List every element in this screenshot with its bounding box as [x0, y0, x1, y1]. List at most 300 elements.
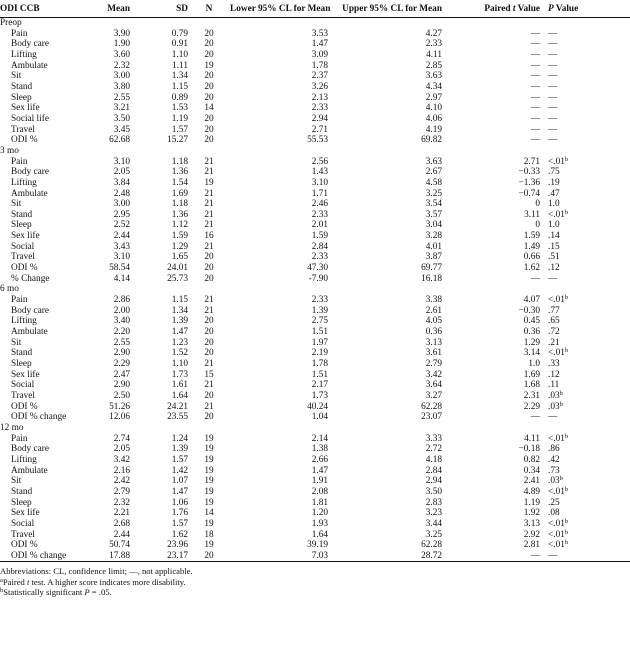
cell-lower-cl: 2.37	[311, 71, 328, 82]
cell-p-value	[540, 380, 630, 391]
row-label: Sex life	[11, 103, 40, 114]
cell-paired-t: 1.29	[523, 337, 540, 348]
cell-sd: 1.18	[171, 199, 188, 210]
cell-lower-cl: 2.66	[311, 454, 328, 465]
cell-n: 20	[204, 337, 214, 348]
results-table-container	[0, 4, 630, 598]
empty-cell	[188, 423, 230, 434]
empty-cell	[230, 18, 328, 29]
row-label: Pain	[11, 28, 28, 39]
footnote-a-italic: t	[27, 576, 30, 587]
significance-marker: b	[564, 294, 569, 302]
cell-n: 20	[204, 348, 214, 359]
cell-p-value	[540, 189, 630, 200]
cell-lower-cl: 39.19	[307, 540, 328, 551]
cell-n: 16	[204, 231, 214, 242]
row-label: Social	[11, 518, 35, 529]
header-paired-t	[442, 4, 540, 18]
table-row	[0, 220, 630, 231]
row-label: Body care	[11, 305, 49, 316]
table-row	[0, 71, 630, 82]
empty-cell	[130, 18, 188, 29]
p-value-text: .21	[548, 337, 560, 348]
cell-upper-cl: 2.67	[425, 167, 442, 178]
p-value-text: .03	[548, 390, 560, 401]
significance-marker: b	[564, 517, 569, 525]
row-label: Ambulate	[11, 188, 48, 199]
cell-n: 20	[204, 28, 214, 39]
cell-n: 19	[204, 444, 214, 455]
cell-upper-cl: 2.61	[425, 305, 442, 316]
cell-paired-t: 1.69	[523, 369, 540, 380]
row-label: Stand	[11, 348, 33, 359]
cell-p-value	[540, 103, 630, 114]
row-label: Body care	[11, 167, 49, 178]
cell-paired-t: 0.45	[523, 316, 540, 327]
cell-mean: 17.88	[80, 551, 130, 562]
cell-mean: 2.48	[113, 188, 130, 199]
p-value-text: <.01	[548, 209, 565, 220]
cell-paired-t: —	[530, 113, 540, 124]
cell-upper-cl: 4.27	[425, 28, 442, 39]
row-label: Sex life	[11, 369, 40, 380]
cell-sd: 1.36	[171, 167, 188, 178]
footnote-b-mark: b	[0, 587, 4, 595]
cell-mean: 2.50	[113, 390, 130, 401]
cell-p-value	[540, 71, 630, 82]
cell-mean: 3.84	[113, 177, 130, 188]
header-odi-ccb: ODI CCB	[0, 4, 40, 14]
section-title: Preop	[0, 18, 22, 28]
cell-n: 21	[204, 359, 214, 369]
cell-paired-t: 1.62	[523, 263, 540, 274]
header-lower-cl: Lower 95% CL for Mean	[230, 4, 331, 14]
cell-paired-t: 0.82	[523, 454, 540, 465]
table-row	[0, 189, 630, 200]
cell-sd: 24.01	[167, 263, 188, 274]
row-label: Social	[11, 241, 35, 252]
empty-cell	[80, 146, 130, 157]
cell-mean: 2.05	[113, 444, 130, 455]
cell-lower-cl: 2.46	[311, 199, 328, 210]
row-label: Stand	[11, 81, 33, 92]
cell-n: 20	[204, 39, 214, 50]
section-header-row	[0, 146, 630, 157]
cell-p-value	[540, 93, 630, 104]
empty-cell	[230, 146, 328, 157]
empty-cell	[80, 284, 130, 295]
cell-upper-cl: 3.63	[425, 71, 442, 82]
cell-mean: 2.52	[113, 220, 130, 231]
row-label: Pain	[11, 433, 28, 444]
cell-upper-cl: 4.01	[425, 241, 442, 252]
p-value-text: .77	[548, 305, 560, 316]
cell-n: 20	[204, 81, 214, 92]
cell-mean: 2.90	[113, 380, 130, 391]
p-value-text: <.01	[548, 295, 565, 306]
significance-marker: b	[559, 389, 563, 397]
table-row	[0, 274, 630, 285]
cell-sd: 1.61	[171, 380, 188, 391]
cell-mean: 2.95	[113, 209, 130, 220]
cell-n: 20	[204, 390, 214, 401]
cell-sd: 1.34	[171, 71, 188, 82]
cell-mean: 2.79	[113, 486, 130, 497]
cell-sd: 1.07	[171, 476, 188, 487]
cell-paired-t: 3.14	[523, 348, 540, 359]
cell-mean: 3.21	[113, 103, 130, 114]
p-value-text: —	[548, 28, 558, 39]
section-header-row	[0, 423, 630, 434]
cell-n: 20	[204, 124, 214, 135]
cell-paired-t: —	[530, 103, 540, 114]
table-row	[0, 508, 630, 519]
table-row	[0, 210, 630, 221]
cell-upper-cl: 4.06	[425, 113, 442, 124]
row-label: Sex life	[11, 231, 40, 242]
header-upper-cl: Upper 95% CL for Mean	[342, 4, 442, 14]
cell-n: 18	[204, 529, 214, 540]
cell-sd: 1.36	[171, 209, 188, 220]
cell-p-value	[540, 252, 630, 263]
cell-paired-t: −0.18	[518, 444, 540, 455]
cell-mean: 3.45	[113, 124, 130, 135]
row-label: ODI %	[11, 135, 38, 146]
cell-upper-cl: 3.28	[425, 231, 442, 242]
p-value-text: <.01	[548, 486, 565, 497]
cell-paired-t: 2.41	[523, 476, 540, 487]
cell-n: 21	[204, 156, 214, 167]
cell-n: 21	[204, 220, 214, 231]
cell-upper-cl: 62.28	[421, 540, 442, 551]
cell-paired-t: —	[530, 124, 540, 135]
cell-mean: 2.16	[113, 465, 130, 476]
p-value-text: .12	[548, 369, 560, 380]
table-row	[0, 402, 630, 413]
cell-lower-cl: 1.47	[311, 465, 328, 476]
cell-lower-cl: 1.93	[311, 518, 328, 529]
table-row	[0, 103, 630, 114]
row-label: Body care	[11, 444, 49, 455]
footnote-a-pre: Paired	[2, 576, 27, 587]
table-row	[0, 370, 630, 381]
cell-upper-cl: 3.87	[425, 252, 442, 263]
cell-lower-cl: 2.71	[311, 124, 328, 135]
row-label: Stand	[11, 209, 33, 220]
cell-paired-t: 4.11	[524, 433, 540, 444]
p-value-text: —	[548, 81, 558, 92]
cell-n: 21	[204, 401, 214, 412]
table-row	[0, 359, 630, 370]
cell-lower-cl: 7.03	[230, 551, 328, 562]
cell-sd: 1.29	[171, 241, 188, 252]
cell-p-value	[540, 50, 630, 61]
p-value-text: .12	[548, 263, 560, 274]
cell-upper-cl: 2.83	[425, 497, 442, 508]
p-value-text: .33	[548, 359, 560, 369]
empty-cell	[328, 18, 442, 29]
cell-mean: 62.68	[109, 135, 130, 146]
table-body	[0, 18, 630, 562]
section-header-row	[0, 18, 630, 29]
cell-sd: 1.24	[171, 433, 188, 444]
cell-paired-t: —	[530, 28, 540, 39]
cell-mean: 3.40	[113, 316, 130, 327]
cell-mean: 3.00	[113, 199, 130, 210]
cell-lower-cl: 2.94	[311, 113, 328, 124]
cell-lower-cl: 3.09	[311, 49, 328, 60]
cell-p-value	[540, 125, 630, 136]
cell-paired-t: 1.19	[523, 497, 540, 508]
empty-cell	[442, 284, 540, 295]
table-row	[0, 231, 630, 242]
row-label: Pain	[11, 156, 28, 167]
header-paired-t-pre: Paired	[484, 4, 513, 14]
cell-lower-cl: 1.38	[311, 444, 328, 455]
cell-n: 20	[204, 113, 214, 124]
cell-n: 19	[204, 486, 214, 497]
row-label: Travel	[11, 252, 35, 263]
cell-lower-cl: 1.59	[311, 231, 328, 242]
cell-lower-cl: 1.64	[311, 529, 328, 540]
section-title: 6 mo	[0, 284, 19, 295]
cell-n: 19	[204, 476, 214, 487]
empty-cell	[188, 18, 230, 29]
cell-sd: 1.39	[171, 444, 188, 455]
cell-lower-cl: 1.81	[311, 497, 328, 508]
cell-p-value	[540, 210, 630, 221]
cell-p-value	[540, 466, 630, 477]
cell-paired-t: 1.59	[523, 231, 540, 242]
cell-lower-cl: 1.51	[311, 369, 328, 380]
cell-sd: 1.10	[171, 359, 188, 369]
table-row	[0, 29, 630, 40]
p-value-text: .42	[548, 454, 560, 465]
p-value-text: .25	[548, 497, 560, 508]
cell-paired-t: 0.34	[523, 465, 540, 476]
cell-sd: 0.91	[171, 39, 188, 50]
cell-paired-t: 1.68	[523, 380, 540, 391]
cell-p-value	[540, 178, 630, 189]
table-row	[0, 125, 630, 136]
table-row	[0, 263, 630, 274]
header-paired-t-italic: t	[512, 4, 516, 14]
table-row	[0, 551, 630, 562]
empty-cell	[328, 284, 442, 295]
row-label: Sit	[11, 71, 22, 82]
cell-p-value	[540, 444, 630, 455]
cell-lower-cl: 1.51	[311, 327, 328, 338]
header-n: N	[205, 4, 213, 14]
row-label: Travel	[11, 529, 35, 540]
cell-mean: 2.05	[113, 167, 130, 178]
cell-n: 21	[204, 199, 214, 210]
cell-mean: 51.26	[109, 401, 130, 412]
cell-upper-cl: 3.23	[425, 508, 442, 519]
cell-sd: 1.54	[171, 177, 188, 188]
cell-p-value	[540, 167, 630, 178]
cell-p-value	[540, 455, 630, 466]
row-label: Sit	[11, 199, 22, 210]
table-row	[0, 50, 630, 61]
cell-sd: 1.57	[171, 454, 188, 465]
cell-upper-cl: 4.58	[425, 177, 442, 188]
p-value-text: .11	[548, 380, 560, 391]
cell-upper-cl: 3.63	[425, 156, 442, 167]
cell-sd: 1.57	[171, 518, 188, 529]
cell-upper-cl: 28.72	[328, 551, 442, 562]
cell-sd: 1.10	[171, 49, 188, 60]
table-row	[0, 157, 630, 168]
cell-upper-cl: 3.44	[425, 518, 442, 529]
table-row	[0, 61, 630, 72]
cell-paired-t: 2.92	[523, 529, 540, 540]
cell-mean: 2.21	[113, 508, 130, 519]
cell-paired-t: −0.74	[518, 188, 540, 199]
cell-mean: 2.42	[113, 476, 130, 487]
cell-mean: 58.54	[109, 263, 130, 274]
table-row	[0, 39, 630, 50]
cell-p-value	[540, 135, 630, 146]
cell-n: 21	[204, 209, 214, 220]
cell-sd: 1.52	[171, 348, 188, 359]
significance-marker: b	[559, 400, 563, 408]
table-row	[0, 316, 630, 327]
footnote-b-italic: P	[84, 587, 90, 598]
p-value-text: .14	[548, 231, 560, 242]
p-value-text: .03	[548, 401, 560, 412]
footnote-b	[0, 587, 630, 597]
cell-upper-cl: 3.42	[425, 369, 442, 380]
cell-upper-cl: 2.97	[425, 92, 442, 103]
cell-upper-cl: 3.27	[425, 390, 442, 401]
cell-p-value	[540, 316, 630, 327]
empty-cell	[230, 284, 328, 295]
cell-sd: 1.15	[171, 295, 188, 306]
significance-marker: b	[564, 155, 569, 163]
cell-p-value	[540, 508, 630, 519]
cell-n: 20	[204, 252, 214, 263]
row-label: Lifting	[11, 177, 37, 188]
cell-lower-cl: 2.13	[311, 92, 328, 103]
cell-upper-cl: 3.64	[425, 380, 442, 391]
cell-n: 21	[204, 241, 214, 252]
cell-p-value	[540, 263, 630, 274]
cell-paired-t: −0.30	[518, 305, 540, 316]
cell-mean: 2.20	[113, 327, 130, 338]
cell-mean: 3.90	[113, 28, 130, 39]
cell-paired-t: 0.36	[523, 327, 540, 338]
cell-mean: 2.32	[113, 497, 130, 508]
table-row	[0, 167, 630, 178]
cell-sd: 1.65	[171, 252, 188, 263]
p-value-text: <.01	[548, 529, 565, 540]
cell-lower-cl: 1.20	[311, 508, 328, 519]
cell-n: 19	[204, 60, 214, 71]
cell-lower-cl: -7.90	[308, 273, 328, 284]
cell-n: 20	[204, 263, 214, 274]
cell-sd: 1.69	[171, 188, 188, 199]
cell-upper-cl: 3.25	[425, 188, 442, 199]
cell-lower-cl: 1.73	[311, 390, 328, 401]
cell-p-value	[540, 114, 630, 125]
cell-sd: 23.17	[130, 551, 188, 562]
empty-cell	[130, 284, 188, 295]
cell-lower-cl: 2.01	[311, 220, 328, 231]
cell-sd: 1.18	[171, 156, 188, 167]
cell-upper-cl: 62.28	[421, 401, 442, 412]
table-row	[0, 455, 630, 466]
cell-p-value	[540, 498, 630, 509]
p-value-text: .08	[548, 508, 560, 519]
header-mean: Mean	[107, 4, 130, 14]
cell-p-value	[540, 540, 630, 551]
table-row	[0, 93, 630, 104]
cell-n: 20	[204, 135, 214, 146]
cell-lower-cl: 1.71	[311, 188, 328, 199]
cell-sd: 23.96	[167, 540, 188, 551]
cell-sd: 1.06	[171, 497, 188, 508]
row-label: Sleep	[11, 220, 32, 231]
cell-lower-cl: 3.53	[311, 28, 328, 39]
cell-upper-cl: 2.72	[425, 444, 442, 455]
cell-upper-cl: 3.50	[425, 486, 442, 497]
cell-sd: 0.79	[171, 28, 188, 39]
row-label: ODI %	[11, 540, 38, 551]
header-sd: SD	[176, 4, 188, 14]
row-label: ODI %	[11, 401, 38, 412]
row-label: Sit	[11, 476, 22, 487]
cell-mean: 2.90	[113, 348, 130, 359]
row-label: Sleep	[11, 92, 32, 103]
cell-lower-cl: 40.24	[307, 401, 328, 412]
cell-paired-t: —	[530, 92, 540, 103]
cell-sd: 24.21	[167, 401, 188, 412]
cell-sd: 1.47	[171, 327, 188, 338]
cell-paired-t: 4.07	[523, 295, 540, 306]
cell-p-value	[540, 274, 630, 285]
cell-mean: 12.06	[109, 412, 130, 423]
p-value-text: —	[548, 103, 558, 114]
cell-p-value	[540, 295, 630, 306]
cell-upper-cl: 2.94	[425, 476, 442, 487]
p-value-text: —	[548, 124, 558, 135]
cell-upper-cl: 2.84	[425, 465, 442, 476]
table-row	[0, 466, 630, 477]
cell-sd: 1.62	[171, 529, 188, 540]
cell-mean: 2.32	[113, 60, 130, 71]
cell-sd: 1.39	[171, 316, 188, 327]
cell-mean: 3.60	[113, 49, 130, 60]
cell-lower-cl: 2.56	[311, 156, 328, 167]
p-value-text: —	[548, 92, 558, 103]
cell-mean: 4.14	[113, 273, 130, 284]
row-label: % Change	[11, 273, 50, 284]
p-value-text: 1.0	[548, 199, 560, 210]
cell-upper-cl: 3.04	[425, 220, 442, 231]
table-row	[0, 295, 630, 306]
p-value-text: .72	[548, 327, 560, 338]
cell-paired-t: 3.11	[524, 209, 540, 220]
cell-n: 20	[204, 92, 214, 103]
row-label: Stand	[11, 486, 33, 497]
table-row	[0, 252, 630, 263]
cell-paired-t: 1.49	[523, 241, 540, 252]
cell-mean: 3.00	[113, 71, 130, 82]
empty-cell	[130, 423, 188, 434]
cell-n: 19	[204, 497, 214, 508]
section-header-row	[0, 284, 630, 295]
